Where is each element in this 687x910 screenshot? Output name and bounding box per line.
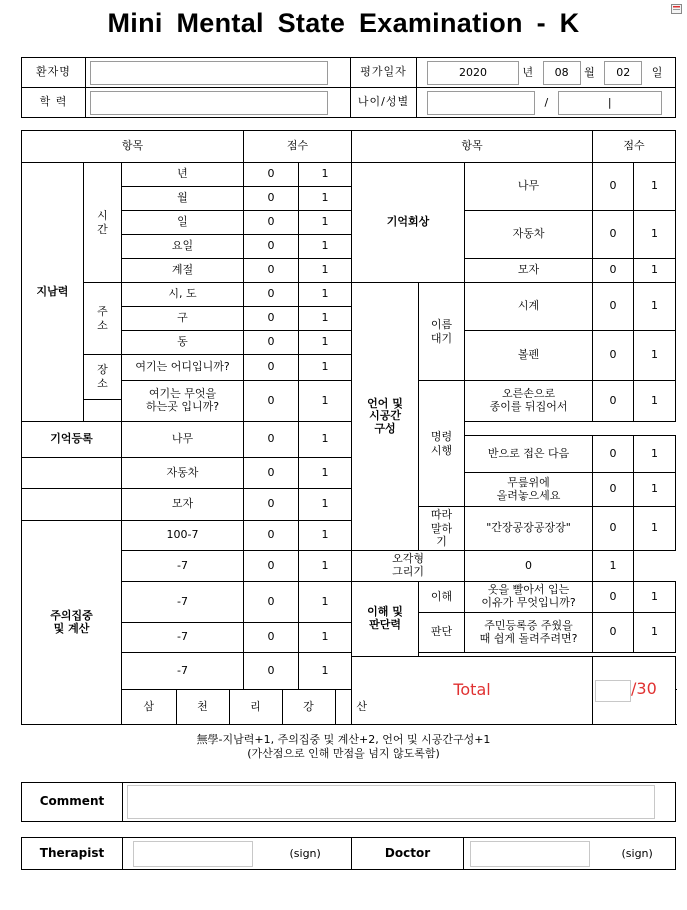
spell-char-4[interactable]: 강 [282, 690, 335, 724]
registration-item-tree: 나무 [122, 422, 244, 458]
judge-item: 주민등록증 주웠을 때 쉽게 돌려주려면? [465, 613, 593, 653]
score-0[interactable]: 0 [244, 582, 299, 623]
total-score-cell [593, 657, 676, 725]
command-item-lap: 무릎위에 올려놓으세요 [465, 473, 593, 507]
location-subcategory: 장 소 [84, 355, 122, 400]
score-0[interactable]: 0 [244, 381, 299, 422]
total-max: /30 [631, 678, 657, 698]
score-0[interactable]: 0 [593, 613, 634, 653]
page-title: Mini Mental State Examination - K [107, 8, 580, 38]
score-0[interactable]: 0 [593, 163, 634, 211]
month-input[interactable]: 08 [543, 61, 581, 85]
score-1[interactable]: 1 [634, 283, 676, 331]
score-1[interactable]: 1 [299, 355, 352, 381]
score-1[interactable]: 1 [634, 473, 676, 507]
spell-row-cell [122, 690, 368, 725]
score-1[interactable]: 1 [299, 331, 352, 355]
attention-item-3: -7 [122, 582, 244, 623]
score-1[interactable]: 1 [299, 422, 352, 458]
doctor-input[interactable] [470, 841, 590, 867]
attention-item-1: 100-7 [122, 521, 244, 551]
orientation-category: 지남력 [22, 163, 84, 422]
therapist-input[interactable] [133, 841, 253, 867]
comprehension-subcategory: 이해 [419, 582, 465, 613]
score-1[interactable]: 1 [299, 187, 352, 211]
item-province: 시, 도 [122, 283, 244, 307]
patient-info-table [21, 57, 676, 118]
year-unit: 년 [522, 65, 534, 79]
score-0[interactable]: 0 [244, 653, 299, 690]
education-label: 학 력 [22, 88, 86, 118]
spell-char-2[interactable]: 천 [176, 690, 229, 724]
registration-category-cont2 [22, 489, 122, 521]
total-input[interactable] [595, 680, 631, 702]
score-0[interactable]: 0 [593, 259, 634, 283]
naming-item-pen: 볼펜 [465, 331, 593, 381]
col-header-item-left: 항목 [22, 131, 244, 163]
education-input[interactable] [90, 91, 328, 115]
score-0[interactable]: 0 [244, 521, 299, 551]
repeat-item: "간장공장공장장" [465, 507, 593, 551]
score-1[interactable]: 1 [634, 582, 676, 613]
judgment-category: 이해 및 판단력 [352, 582, 419, 657]
judge-subcategory: 판단 [419, 613, 465, 653]
naming-item-clock: 시계 [465, 283, 593, 331]
month-unit: 월 [584, 65, 595, 79]
score-1[interactable]: 1 [299, 623, 352, 653]
comment-input[interactable] [127, 785, 655, 819]
bonus-note-line2: (가산점으로 인해 만점을 넘지 않도록함) [247, 747, 440, 761]
score-0[interactable]: 0 [593, 473, 634, 507]
score-1[interactable]: 1 [299, 211, 352, 235]
score-1[interactable]: 1 [299, 551, 352, 582]
recall-item-hat: 모자 [465, 259, 593, 283]
score-1[interactable]: 1 [299, 381, 352, 422]
registration-category: 기억등록 [22, 422, 122, 458]
col-header-score-left: 점수 [244, 131, 352, 163]
score-0[interactable]: 0 [244, 355, 299, 381]
spell-char-3[interactable]: 리 [229, 690, 282, 724]
score-0[interactable]: 0 [244, 235, 299, 259]
bonus-notes [0, 733, 687, 762]
document-icon[interactable] [671, 3, 683, 15]
score-1[interactable]: 1 [593, 551, 634, 582]
score-0[interactable]: 0 [244, 551, 299, 582]
attention-item-4: -7 [122, 623, 244, 653]
score-0[interactable]: 0 [593, 381, 634, 422]
registration-item-car: 자동차 [122, 458, 244, 489]
score-0[interactable]: 0 [244, 211, 299, 235]
attention-category: 주의집중 및 계산 [22, 521, 122, 725]
mmse-table [21, 130, 676, 725]
score-0[interactable]: 0 [593, 507, 634, 551]
score-0[interactable]: 0 [593, 436, 634, 473]
score-1[interactable]: 1 [299, 163, 352, 187]
item-month: 월 [122, 187, 244, 211]
spell-char-1[interactable]: 삼 [122, 690, 176, 724]
score-0[interactable]: 0 [244, 458, 299, 489]
patient-name-label: 환자명 [22, 58, 86, 88]
score-1[interactable]: 1 [299, 307, 352, 331]
attention-item-5: -7 [122, 653, 244, 690]
score-1[interactable]: 1 [634, 613, 676, 653]
score-0[interactable]: 0 [244, 283, 299, 307]
command-subcategory: 명령 시행 [419, 381, 465, 507]
drawing-item: 오각형 그리기 [352, 551, 465, 582]
item-neighborhood: 동 [122, 331, 244, 355]
item-where-here: 여기는 어디입니까? [122, 355, 244, 381]
score-1[interactable]: 1 [299, 582, 352, 623]
time-subcategory: 시 간 [84, 163, 122, 283]
year-input[interactable]: 2020 [427, 61, 519, 85]
col-header-item-right: 항목 [352, 131, 593, 163]
registration-item-hat: 모자 [122, 489, 244, 521]
comment-label: Comment [22, 783, 123, 822]
score-1[interactable]: 1 [634, 507, 676, 551]
address-subcategory: 주 소 [84, 283, 122, 355]
score-1[interactable]: 1 [634, 381, 676, 422]
spell-grid [122, 690, 388, 724]
doctor-label: Doctor [352, 838, 464, 870]
total-label: Total [453, 680, 491, 700]
item-season: 계절 [122, 259, 244, 283]
score-0[interactable]: 0 [593, 211, 634, 259]
item-district: 구 [122, 307, 244, 331]
signature-table [21, 837, 676, 870]
col-header-score-right: 점수 [593, 131, 676, 163]
score-1[interactable]: 1 [634, 211, 676, 259]
therapist-sign-label: (sign) [289, 846, 321, 860]
item-weekday: 요일 [122, 235, 244, 259]
score-0[interactable]: 0 [465, 551, 593, 582]
score-1[interactable]: 1 [299, 259, 352, 283]
sex-input[interactable]: | [558, 91, 662, 115]
item-year: 년 [122, 163, 244, 187]
day-input[interactable]: 02 [604, 61, 642, 85]
patient-name-input[interactable] [90, 61, 328, 85]
day-unit: 일 [651, 65, 663, 79]
bonus-note-line1: 無學-지남력+1, 주의집중 및 계산+2, 언어 및 시공간구성+1 [196, 733, 491, 746]
score-1[interactable]: 1 [299, 489, 352, 521]
naming-subcategory: 이름 대기 [419, 283, 465, 381]
score-0[interactable]: 0 [244, 623, 299, 653]
score-0[interactable]: 0 [593, 283, 634, 331]
score-0[interactable]: 0 [244, 489, 299, 521]
doctor-sign-label: (sign) [621, 846, 653, 860]
age-sex-separator: / [544, 95, 549, 109]
eval-date-label: 평가일자 [351, 58, 417, 88]
score-0[interactable]: 0 [593, 582, 634, 613]
item-day: 일 [122, 211, 244, 235]
command-item-right-hand: 오른손으로 종이를 뒤집어서 [465, 381, 593, 422]
score-0[interactable]: 0 [244, 163, 299, 187]
score-0[interactable]: 0 [244, 422, 299, 458]
language-category: 언어 및 시공간 구성 [352, 283, 419, 551]
recall-item-tree: 나무 [465, 163, 593, 211]
spell-char-5[interactable]: 산 [356, 699, 368, 713]
score-0[interactable]: 0 [593, 331, 634, 381]
score-1[interactable]: 1 [634, 331, 676, 381]
attention-item-2: -7 [122, 551, 244, 582]
age-input[interactable] [427, 91, 535, 115]
recall-category: 기억회상 [352, 163, 465, 283]
command-item-fold: 반으로 접은 다음 [465, 436, 593, 473]
comment-table [21, 782, 676, 822]
age-sex-label: 나이/성별 [351, 88, 417, 118]
item-what-place: 여기는 무엇을 하는곳 입니까? [122, 381, 244, 422]
score-1[interactable]: 1 [299, 458, 352, 489]
score-0[interactable]: 0 [244, 307, 299, 331]
score-1[interactable]: 1 [299, 653, 352, 690]
score-1[interactable]: 1 [634, 163, 676, 211]
score-1[interactable]: 1 [299, 235, 352, 259]
repeat-subcategory: 따라 말하 기 [419, 507, 465, 551]
score-0[interactable]: 0 [244, 331, 299, 355]
score-0[interactable]: 0 [244, 259, 299, 283]
therapist-label: Therapist [22, 838, 123, 870]
score-1[interactable]: 1 [299, 283, 352, 307]
score-1[interactable]: 1 [634, 436, 676, 473]
score-0[interactable]: 0 [244, 187, 299, 211]
score-1[interactable]: 1 [299, 521, 352, 551]
recall-item-car: 자동차 [465, 211, 593, 259]
score-1[interactable]: 1 [634, 259, 676, 283]
registration-category-cont [22, 458, 122, 489]
comprehension-item: 옷을 빨아서 입는 이유가 무엇입니까? [465, 582, 593, 613]
